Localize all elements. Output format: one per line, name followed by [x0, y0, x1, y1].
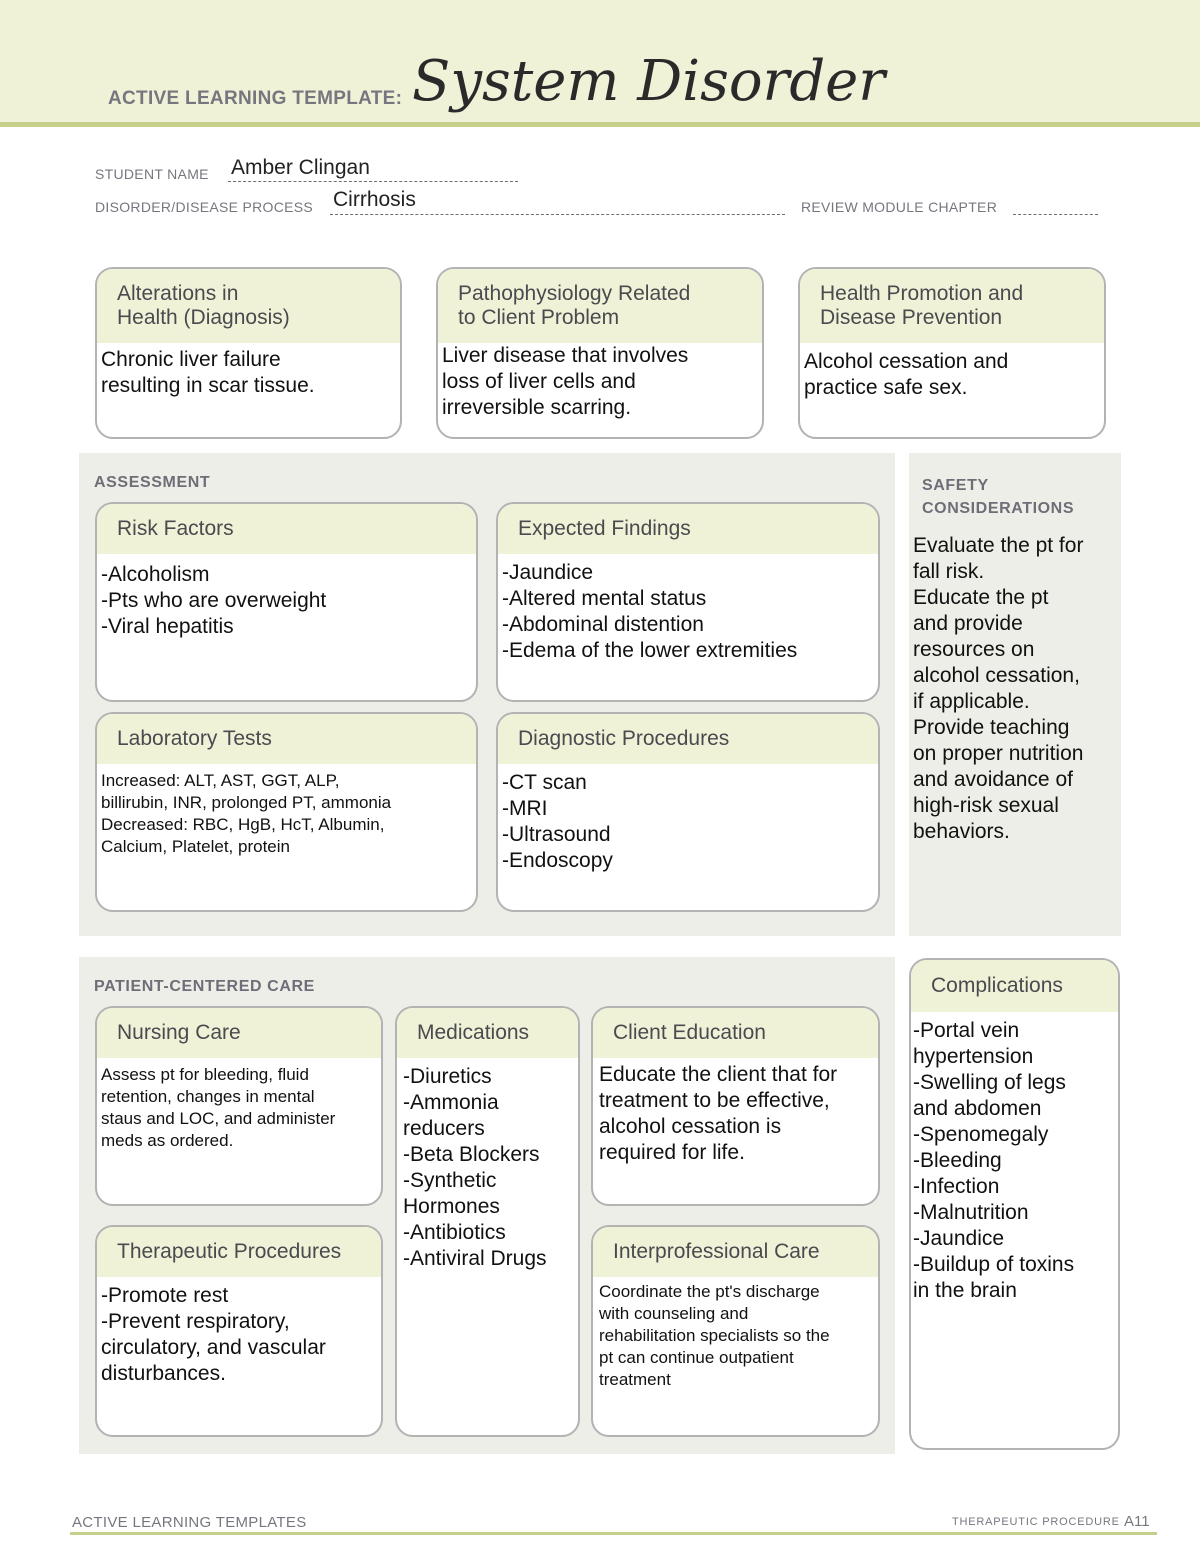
medications-body[interactable]: -Diuretics -Ammonia reducers -Beta Blockers -Synthetic Hormones -Antibiotics -Antiviral Drugs — [403, 1065, 547, 1270]
footer-left: ACTIVE LEARNING TEMPLATES — [72, 1514, 307, 1531]
laboratory-tests-title: Laboratory Tests — [117, 727, 272, 750]
complications-body[interactable]: -Portal vein hypertension -Swelling of legs and abdomen -Spenomegaly -Bleeding -Infection -Malnutrition -Jaundice -Buildup of toxins in the brain — [913, 1019, 1075, 1302]
interprofessional-care-title: Interprofessional Care — [613, 1240, 820, 1263]
therapeutic-procedures-title: Therapeutic Procedures — [117, 1240, 342, 1263]
pathophysiology-box — [436, 267, 764, 439]
medications-title: Medications — [417, 1021, 530, 1044]
assessment-title: ASSESSMENT — [94, 474, 211, 491]
pathophysiology-body[interactable]: Liver disease that involves loss of liver cells and irreversible scarring. — [442, 344, 689, 419]
client-education-header — [593, 1008, 878, 1058]
safety-title-2: CONSIDERATIONS — [922, 500, 1075, 517]
client-education-box — [591, 1006, 880, 1206]
alterations-title-2: Health (Diagnosis) — [117, 306, 290, 329]
nursing-care-title: Nursing Care — [117, 1021, 241, 1044]
health-promotion-header — [800, 269, 1104, 343]
health-promotion-title-2: Disease Prevention — [820, 306, 1003, 329]
health-promotion-body[interactable]: Alcohol cessation and practice safe sex. — [804, 350, 1009, 399]
health-promotion-box — [798, 267, 1106, 439]
medications-box — [395, 1006, 580, 1437]
footer-rule — [70, 1532, 1157, 1535]
safety-title-1: SAFETY — [922, 477, 989, 494]
client-education-body[interactable]: Educate the client that for treatment to be effective, alcohol cessation is required for life. — [599, 1063, 838, 1164]
client-education-title: Client Education — [613, 1021, 766, 1044]
therapeutic-procedures-box — [95, 1225, 383, 1437]
risk-factors-title: Risk Factors — [117, 517, 234, 540]
header-rule — [0, 122, 1200, 127]
risk-factors-header — [97, 504, 476, 554]
nursing-care-box — [95, 1006, 383, 1206]
alterations-header — [97, 269, 400, 343]
expected-findings-header — [498, 504, 878, 554]
template-label: ACTIVE LEARNING TEMPLATE: — [108, 88, 403, 109]
footer-page-number: A11 — [1124, 1513, 1150, 1530]
interprofessional-care-body[interactable]: Coordinate the pt's discharge with counseling and rehabilitation specialists so the pt can continue outpatient treatment — [599, 1282, 830, 1389]
safety-body[interactable]: Evaluate the pt for fall risk. Educate the pt and provide resources on alcohol cessation, if applicable. Provide teaching on proper nutrition and avoidance of high-risk sexual behaviors. — [913, 534, 1084, 843]
review-module-label: REVIEW MODULE CHAPTER — [801, 199, 998, 215]
student-name-value[interactable]: Amber Clingan — [231, 156, 370, 179]
alterations-title-1: Alterations in — [117, 282, 239, 305]
expected-findings-body[interactable]: -Jaundice -Altered mental status -Abdominal distention -Edema of the lower extremities — [502, 561, 798, 662]
pathophysiology-header — [438, 269, 762, 343]
disorder-line — [330, 214, 785, 215]
diagnostic-procedures-title: Diagnostic Procedures — [518, 727, 730, 750]
disorder-label: DISORDER/DISEASE PROCESS — [95, 199, 314, 215]
student-name-line — [228, 181, 518, 182]
health-promotion-title-1: Health Promotion and — [820, 282, 1024, 305]
pathophysiology-title-2: to Client Problem — [458, 306, 620, 329]
complications-header — [911, 960, 1118, 1012]
alterations-box — [95, 267, 402, 439]
expected-findings-title: Expected Findings — [518, 517, 691, 540]
diagnostic-procedures-box — [496, 712, 880, 912]
complications-title: Complications — [931, 974, 1063, 997]
review-module-line[interactable] — [1013, 214, 1098, 215]
complications-box — [909, 958, 1120, 1450]
therapeutic-procedures-body[interactable]: -Promote rest -Prevent respiratory, circulatory, and vascular disturbances. — [101, 1284, 326, 1385]
risk-factors-body[interactable]: -Alcoholism -Pts who are overweight -Viral hepatitis — [101, 563, 327, 638]
laboratory-tests-body[interactable]: Increased: ALT, AST, GGT, ALP, billirubin, INR, prolonged PT, ammonia Decreased: RBC, HgB, HcT, Albumin, Calcium, Platelet, protein — [101, 771, 392, 856]
footer-section: THERAPEUTIC PROCEDURE — [952, 1516, 1120, 1528]
diagnostic-procedures-body[interactable]: -CT scan -MRI -Ultrasound -Endoscopy — [502, 771, 613, 872]
nursing-care-body[interactable]: Assess pt for bleeding, fluid retention, changes in mental staus and LOC, and administer meds as ordered. — [101, 1065, 336, 1150]
interprofessional-care-box — [591, 1225, 880, 1437]
expected-findings-box — [496, 502, 880, 702]
pathophysiology-title-1: Pathophysiology Related — [458, 282, 691, 305]
laboratory-tests-header — [97, 714, 476, 764]
patient-care-title: PATIENT-CENTERED CARE — [94, 978, 315, 995]
student-name-label: STUDENT NAME — [95, 166, 209, 182]
diagnostic-procedures-header — [498, 714, 878, 764]
page-title: System Disorder — [412, 49, 886, 114]
nursing-care-header — [97, 1008, 381, 1058]
safety-title — [922, 474, 1074, 520]
risk-factors-box — [95, 502, 478, 702]
interprofessional-care-header — [593, 1227, 878, 1277]
laboratory-tests-box — [95, 712, 478, 912]
alterations-body[interactable]: Chronic liver failure resulting in scar tissue. — [101, 348, 315, 397]
therapeutic-procedures-header — [97, 1227, 381, 1277]
medications-header — [397, 1008, 578, 1058]
disorder-value[interactable]: Cirrhosis — [333, 188, 416, 211]
